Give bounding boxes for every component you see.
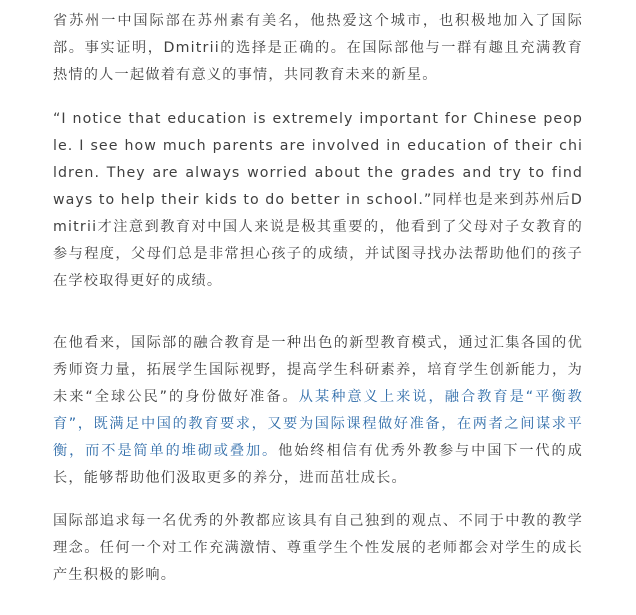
highlighted-text: 从某种意义上来说，融合教育是“平衡教育”，既满足中国的教育要求，又要为国际课程做好准备，在两者之间谋求平衡，而不是简单的堆砌或叠加。 <box>53 389 583 459</box>
paragraph-quote <box>53 106 583 295</box>
paragraph-intro: 省苏州一中国际部在苏州素有美名，他热爱这个城市，也积极地加入了国际部。事实证明，Dmitrii的选择是正确的。在国际部他与一群有趣且充满教育热情的人一起做着有意义的事情，共同教育未来的新星。 <box>53 13 583 83</box>
paragraph-teaching-philosophy: 国际部追求每一名优秀的外教都应该具有自己独到的观点、不同于中教的教学理念。任何一个对工作充满激情、尊重学生个性发展的老师都会对学生的成长产生积极的影响。 <box>53 513 583 583</box>
paragraph-fusion-education <box>53 330 583 492</box>
article-body <box>53 8 583 589</box>
fusion-education-conclusion: 他始终相信有优秀外教参与中国下一代的成长，能够帮助他们汲取更多的养分，进而茁壮成长。 <box>53 443 583 486</box>
english-quote: “I notice that education is extremely important for Chinese people. I see how much parents are involved in education of their children. They are always worried about the grades and try to find ways to help their kids to do better in school.” <box>53 111 583 208</box>
quote-translation: 同样也是来到苏州后Dmitrii才注意到教育对中国人来说是极其重要的，他看到了父母对子女教育的参与程度，父母们总是非常担心孩子的成绩，并试图寻找办法帮助他们的孩子在学校取得更好的成绩。 <box>53 192 583 289</box>
fusion-education-text: 在他看来，国际部的融合教育是一种出色的新型教育模式，通过汇集各国的优秀师资力量，拓展学生国际视野，提高学生科研素养，培育学生创新能力，为未来“全球公民”的身份做好准备。 <box>53 335 583 405</box>
